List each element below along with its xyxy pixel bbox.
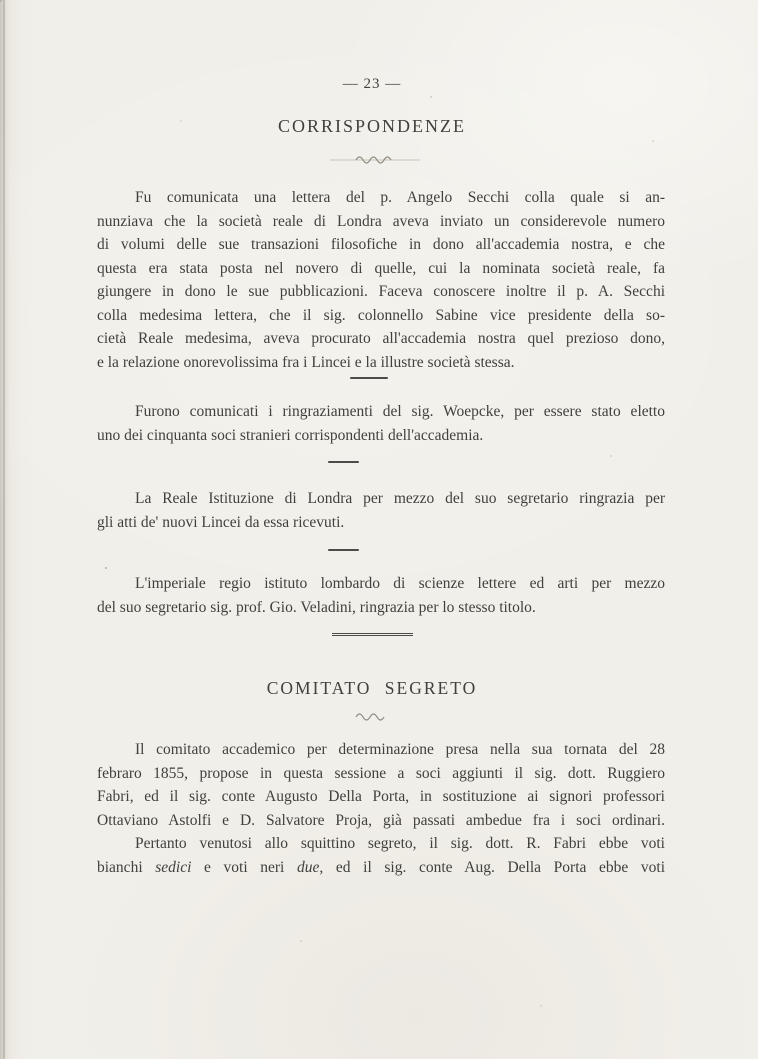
text-line: e la relazione onorevolissima fra i Lincei e la illustre società stessa. [97,353,515,371]
text-line: febraro 1855, propose in questa sessione a soci aggiunti il sig. dott. Ruggiero [97,764,665,782]
text-line: Ottaviano Astolfi e D. Salvatore Proja, già passati ambedue fra i soci ordinari. [97,811,665,829]
text-run: ed il sig. conte Aug. Della Porta ebbe voti [323,858,666,876]
text-line: del suo segretario sig. prof. Gio. Veladini, ringrazia per lo stesso titolo. [97,598,536,616]
text-line: di volumi delle sue transazioni filosofiche in dono all'accademia nostra, e che [97,236,665,253]
italic-word-sedici: sedici [155,858,192,876]
page-number: — 23 — [342,76,402,92]
text-line: uno dei cinquanta soci stranieri corrispondenti dell'accademia. [97,426,484,444]
paper-speckles [0,0,2,2]
wavy-line-ornament-icon [355,712,385,722]
text-line: Pertanto venutosi allo squittino segreto, il sig. dott. R. Fabri ebbe voti [135,835,665,852]
text-line: Furono comunicati i ringraziamenti del sig. Woepcke, per essere stato eletto [135,403,665,420]
paragraph-comitato-votes [97,738,665,879]
text-line-mixed-italics [97,856,665,880]
text-line: cietà Reale medesima, aveva procurato all'accademia nostra quel prezioso dono, [97,330,665,347]
text-line: Il comitato accademico per determinazione presa nella sua tornata del 28 [135,741,665,758]
text-line: La Reale Istituzione di Londra per mezzo del suo segretario ringrazia per [135,490,665,507]
italic-word-due: due, [297,858,324,876]
section-title-comitato-segreto: COMITATO SEGRETO [266,678,478,698]
paragraph-secchi-letter [97,186,665,374]
text-line: gli atti de' nuovi Lincei da essa ricevuti. [97,513,345,531]
text-line: Fabri, ed il sig. conte Augusto Della Porta, in sostituzione ai signori professori [97,788,665,805]
section-separator-rule [350,377,388,379]
section-title-corrispondenze: CORRISPONDENZE [277,116,466,136]
double-rule-separator [332,633,413,636]
paragraph-istituto-lombardo [97,572,665,619]
wavy-line-ornament-icon [330,152,420,166]
page-binding-crease [3,0,5,1059]
text-line: colla medesima lettera, che il sig. colonnello Sabine vice presidente della so- [97,306,665,324]
text-line: nunziava che la società reale di Londra aveva inviato un considerevole numero [97,212,665,230]
text-line: L'imperiale regio istituto lombardo di scienze lettere ed arti per mezzo [135,575,665,592]
text-line: questa era stata posta nel novero di quelle, cui la nominata società reale, fa [97,259,665,277]
text-run: e voti neri [191,858,297,876]
paragraph-royal-institution [97,487,665,534]
text-line: giungere in dono le sue pubblicazioni. Faceva conoscere inoltre il p. A. Secchi [97,283,665,300]
section-separator-rule [328,549,359,551]
text-line: Fu comunicata una lettera del p. Angelo Secchi colla quale si an- [135,189,665,206]
paragraph-woepcke-thanks [97,400,665,447]
section-separator-rule [328,461,359,463]
text-run: bianchi [97,858,156,876]
